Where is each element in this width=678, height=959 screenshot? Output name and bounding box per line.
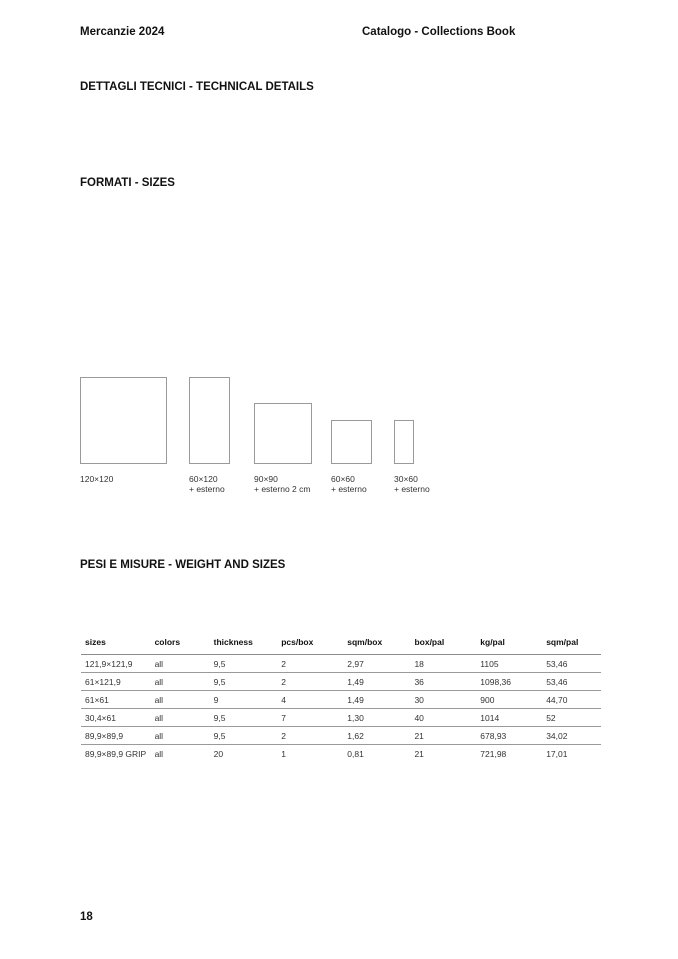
table-cell: 1,30 xyxy=(343,709,410,727)
table-cell: 61×121,9 xyxy=(81,673,151,691)
table-cell: 36 xyxy=(410,673,476,691)
table-cell: 44,70 xyxy=(542,691,601,709)
table-cell: 9,5 xyxy=(210,673,278,691)
table-cell: 89,9×89,9 xyxy=(81,727,151,745)
table-cell: 0,81 xyxy=(347,749,364,759)
table-cell: 2,97 xyxy=(343,655,410,673)
format-size-label: 60×60 xyxy=(331,474,355,484)
format-note-label: + esterno xyxy=(331,484,367,494)
table-row xyxy=(81,709,601,727)
header-catalog-title: Catalogo - Collections Book xyxy=(362,26,516,38)
table-cell: 721,98 xyxy=(480,749,507,759)
table-row xyxy=(81,673,601,691)
table-cell: 20 xyxy=(213,749,224,759)
table-row xyxy=(81,727,601,745)
table-cell: 1,49 xyxy=(343,673,410,691)
tile-30x60 xyxy=(394,420,414,464)
format-size-label: 90×90 xyxy=(254,474,278,484)
table-row xyxy=(81,691,601,709)
column-header: sqm/box xyxy=(343,637,410,655)
table-cell: 2 xyxy=(277,673,343,691)
format-note-label: + esterno xyxy=(189,484,225,494)
table-cell: all xyxy=(154,749,164,759)
table-cell: 18 xyxy=(410,655,476,673)
header-brand: Mercanzie 2024 xyxy=(80,26,165,38)
tile-60x120 xyxy=(189,377,230,464)
table-cell: all xyxy=(151,691,210,709)
table-cell: all xyxy=(151,709,210,727)
table-cell: 1,62 xyxy=(343,727,410,745)
table-cell: 53,46 xyxy=(542,655,601,673)
tile-120x120 xyxy=(80,377,167,464)
column-header: colors xyxy=(151,637,210,655)
table-cell: 52 xyxy=(542,709,601,727)
table-cell: 1105 xyxy=(476,655,542,673)
table-cell: 21 xyxy=(414,749,424,759)
page-number: 18 xyxy=(80,911,93,923)
table-cell: 30,4×61 xyxy=(81,709,151,727)
table-cell: 53,46 xyxy=(542,673,601,691)
tile-60x60 xyxy=(331,420,372,464)
table-cell: 34,02 xyxy=(542,727,601,745)
section-title-weights: PESI E MISURE - WEIGHT AND SIZES xyxy=(80,559,286,571)
column-header: pcs/box xyxy=(277,637,343,655)
table-cell: 9,5 xyxy=(210,727,278,745)
table-cell: 30 xyxy=(410,691,476,709)
table-cell: 17,01 xyxy=(546,749,568,759)
format-size-label: 30×60 xyxy=(394,474,418,484)
column-header: thickness xyxy=(210,637,278,655)
column-header: kg/pal xyxy=(476,637,542,655)
table-cell: 21 xyxy=(410,727,476,745)
column-header: sqm/pal xyxy=(542,637,601,655)
table-row xyxy=(81,745,601,763)
section-title-formats: FORMATI - SIZES xyxy=(80,177,175,189)
format-caption xyxy=(80,474,113,484)
format-caption xyxy=(189,474,225,494)
table-header-row xyxy=(81,637,601,655)
weights-table xyxy=(81,637,601,762)
table-cell: all xyxy=(151,655,210,673)
table-cell: 1 xyxy=(281,749,286,759)
table-cell: 1,49 xyxy=(343,691,410,709)
table-cell: 61×61 xyxy=(81,691,151,709)
format-caption xyxy=(254,474,310,494)
table-cell: all xyxy=(151,727,210,745)
table-row xyxy=(81,655,601,673)
column-header: sizes xyxy=(81,637,151,655)
format-caption xyxy=(394,474,430,494)
table-cell: 678,93 xyxy=(476,727,542,745)
table-cell: 2 xyxy=(277,655,343,673)
table-cell: 2 xyxy=(277,727,343,745)
format-size-label: 120×120 xyxy=(80,474,114,484)
column-header: box/pal xyxy=(410,637,476,655)
tile-90x90 xyxy=(254,403,312,464)
format-note-label: + esterno xyxy=(394,484,430,494)
format-caption xyxy=(331,474,367,494)
table-cell: 9,5 xyxy=(210,655,278,673)
table-cell: 121,9×121,9 xyxy=(81,655,151,673)
format-note-label: + esterno 2 cm xyxy=(254,484,311,494)
table-cell: 1014 xyxy=(476,709,542,727)
section-title-technical: DETTAGLI TECNICI - TECHNICAL DETAILS xyxy=(80,81,314,93)
table-cell: 40 xyxy=(410,709,476,727)
table-cell: all xyxy=(151,673,210,691)
table-cell: 1098,36 xyxy=(476,673,542,691)
table-cell: 89,9×89,9 GRIP xyxy=(85,749,147,759)
format-size-label: 60×120 xyxy=(189,474,218,484)
table-cell: 900 xyxy=(476,691,542,709)
table-cell: 9,5 xyxy=(210,709,278,727)
table-cell: 9 xyxy=(210,691,278,709)
table-cell: 7 xyxy=(277,709,343,727)
table-cell: 4 xyxy=(277,691,343,709)
